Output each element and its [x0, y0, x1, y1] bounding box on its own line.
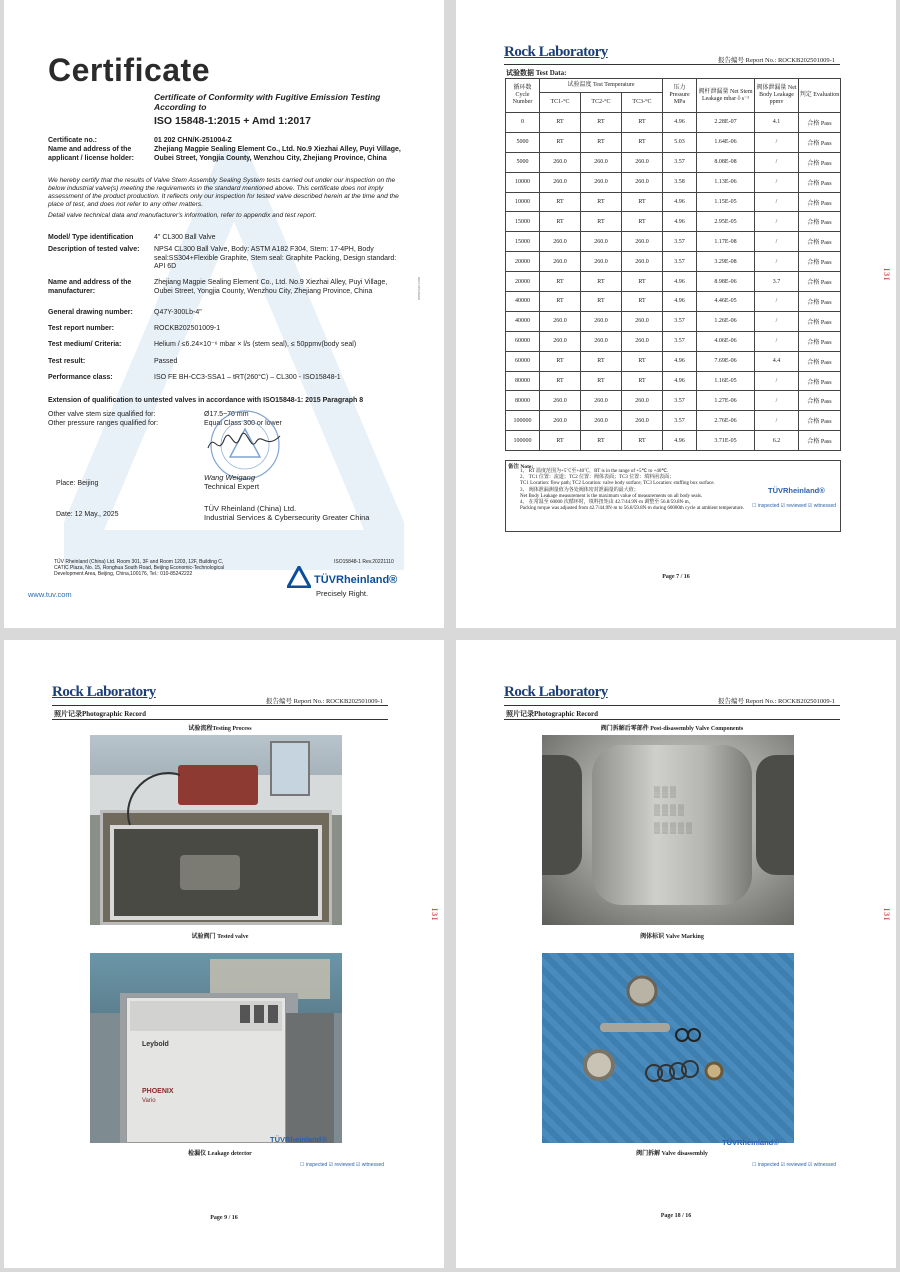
- table-cell: 8.98E-06: [697, 272, 755, 292]
- table-cell: 合格 Pass: [799, 391, 841, 411]
- table-cell: 2.28E-07: [697, 113, 755, 133]
- signer-name: Wang Weigang: [204, 473, 256, 482]
- table-cell: 260.0: [540, 311, 581, 331]
- table-cell: 260.0: [540, 331, 581, 351]
- table-cell: /: [755, 232, 799, 252]
- report-page-9: [4, 640, 444, 1268]
- test-data-body: [506, 113, 841, 451]
- leakage-detector-caption: 检漏仪 Leakage detector: [188, 1151, 252, 1157]
- table-cell: 260.0: [540, 232, 581, 252]
- table-cell: 7.69E-06: [697, 351, 755, 371]
- rock-laboratory-logo: Rock Laboratory: [504, 44, 608, 60]
- page-number: Page 18 / 16: [660, 1213, 692, 1219]
- section-rule: [52, 719, 388, 720]
- tuv-stamp-brand: TÜVRheinland®: [270, 1135, 327, 1144]
- col-cycle: 循环数 Cycle Number: [506, 79, 540, 113]
- table-cell: 1.27E-06: [697, 391, 755, 411]
- field-result: Test result: Passed: [48, 358, 178, 365]
- leakage-detector-photo: [90, 953, 342, 1143]
- table-cell: 260.0: [580, 172, 621, 192]
- table-cell: /: [755, 132, 799, 152]
- ext-pressure: Other pressure ranges qualified for: Equal Class 300 or lower: [48, 420, 282, 427]
- table-cell: /: [755, 192, 799, 212]
- table-cell: 2.76E-06: [697, 411, 755, 431]
- table-row: [506, 351, 841, 371]
- note-line: 4、 在常温至 60000 次循环时，填料扭矩由 42.7/44.9N·m 调整至 56.8/59.8N·m。: [520, 500, 694, 506]
- table-cell: 60000: [506, 351, 540, 371]
- website-link[interactable]: www.tuv.com: [28, 590, 72, 599]
- table-cell: RT: [621, 272, 662, 292]
- certificate-title: Certificate: [48, 52, 210, 88]
- table-cell: RT: [580, 192, 621, 212]
- table-cell: RT: [621, 132, 662, 152]
- table-cell: 260.0: [621, 232, 662, 252]
- table-cell: 合格 Pass: [799, 272, 841, 292]
- table-row: [506, 252, 841, 272]
- table-cell: RT: [540, 431, 581, 451]
- table-cell: 1.15E-05: [697, 192, 755, 212]
- table-cell: 3.57: [663, 252, 697, 272]
- col-eval: 判定 Evaluation: [799, 79, 841, 113]
- table-cell: 合格 Pass: [799, 252, 841, 272]
- table-cell: /: [755, 252, 799, 272]
- table-cell: 260.0: [540, 172, 581, 192]
- col-body: 阀体泄漏量 Net Body Leakage ppmv: [755, 79, 799, 113]
- table-cell: 100000: [506, 411, 540, 431]
- table-cell: 6.2: [755, 431, 799, 451]
- signer-title: Technical Expert: [204, 482, 260, 491]
- table-cell: 260.0: [540, 391, 581, 411]
- applicant-row: Name and address of the applicant / license holder: Zhejiang Magpie Sealing Element Co., Ltd. No.9 Xiezhai Alley, Puyi Village, Oubei Street, Yongjia County, Wenzhou City, Zhejiang Province, China: [48, 146, 401, 162]
- table-row: [506, 391, 841, 411]
- table-cell: 260.0: [580, 252, 621, 272]
- table-cell: 260.0: [621, 311, 662, 331]
- cable-icon: [90, 735, 342, 925]
- table-cell: 20000: [506, 252, 540, 272]
- table-row: [506, 113, 841, 133]
- table-cell: 100000: [506, 431, 540, 451]
- valve-disassembly-caption: 阀门拆解 Valve disassembly: [636, 1151, 708, 1157]
- table-cell: /: [755, 411, 799, 431]
- table-cell: RT: [621, 113, 662, 133]
- note-line: Packing torque was adjusted from 42.7/44.9N·m to 56.8/59.8N·m during 60000th cycle at ambient temperature.: [520, 506, 745, 512]
- table-row: [506, 331, 841, 351]
- table-cell: 260.0: [621, 152, 662, 172]
- table-cell: 3.57: [663, 411, 697, 431]
- col-tc1: TC1-°C: [540, 93, 581, 113]
- tuv-brand: TÜVRheinland®: [314, 574, 398, 586]
- table-cell: RT: [621, 351, 662, 371]
- table-cell: RT: [540, 351, 581, 371]
- tested-valve-photo: [90, 735, 342, 925]
- table-cell: 260.0: [621, 391, 662, 411]
- table-cell: 合格 Pass: [799, 172, 841, 192]
- table-cell: 合格 Pass: [799, 351, 841, 371]
- table-cell: RT: [540, 212, 581, 232]
- table-cell: /: [755, 391, 799, 411]
- table-cell: 合格 Pass: [799, 113, 841, 133]
- issuer: TÜV Rheinland (China) Ltd.: [204, 504, 297, 513]
- table-row: [506, 152, 841, 172]
- table-cell: 合格 Pass: [799, 292, 841, 312]
- table-cell: 合格 Pass: [799, 311, 841, 331]
- table-cell: 260.0: [540, 252, 581, 272]
- table-cell: 40000: [506, 311, 540, 331]
- test-data-table: [505, 78, 841, 451]
- table-cell: 260.0: [580, 152, 621, 172]
- table-cell: 4.96: [663, 272, 697, 292]
- table-cell: 4.46E-05: [697, 292, 755, 312]
- table-cell: RT: [580, 113, 621, 133]
- table-cell: RT: [540, 371, 581, 391]
- table-row: [506, 192, 841, 212]
- notes-title: 备注 Note:: [508, 464, 534, 470]
- table-cell: 260.0: [580, 311, 621, 331]
- field-report: Test report number: ROCKB202501009-1: [48, 325, 221, 332]
- table-row: [506, 172, 841, 192]
- table-cell: 3.57: [663, 311, 697, 331]
- table-cell: RT: [621, 212, 662, 232]
- table-row: [506, 431, 841, 451]
- tested-valve-caption: 试验阀门 Tested valve: [191, 934, 249, 940]
- table-cell: 260.0: [580, 391, 621, 411]
- certificate-page: [4, 0, 444, 628]
- testing-process-title: 试验流程Testing Process: [188, 726, 252, 732]
- col-tc3: TC3-°C: [621, 93, 662, 113]
- table-cell: 3.7: [755, 272, 799, 292]
- table-row: [506, 212, 841, 232]
- table-cell: 5000: [506, 152, 540, 172]
- side-legal-text: www.tuv.com: [416, 276, 421, 300]
- table-cell: RT: [580, 272, 621, 292]
- table-cell: 1.17E-08: [697, 232, 755, 252]
- note-line: 1、 RT 温度范围为+5℃至+40℃，RT is in the range of +5℃ to +40℃.: [520, 469, 669, 474]
- table-cell: /: [755, 292, 799, 312]
- table-row: [506, 292, 841, 312]
- table-cell: RT: [580, 371, 621, 391]
- table-cell: 10000: [506, 172, 540, 192]
- table-cell: 1.13E-06: [697, 172, 755, 192]
- table-cell: 3.29E-08: [697, 252, 755, 272]
- table-cell: RT: [540, 192, 581, 212]
- table-cell: 3.58: [663, 172, 697, 192]
- extension-title: Extension of qualification to untested valves in accordance with ISO15848-1: 2015 Paragraph 8: [48, 397, 364, 404]
- field-description: Description of tested valve: NPS4 CL300 Ball Valve, Body: ASTM A182 F304, Stem: 17-4PH, Body seal:SS304+Flexible Graphite, Stem seal: Graphite Packing, Design standard: API 6D: [48, 246, 397, 271]
- table-cell: 4.96: [663, 292, 697, 312]
- table-cell: 合格 Pass: [799, 411, 841, 431]
- table-cell: 4.4: [755, 351, 799, 371]
- table-cell: 3.57: [663, 331, 697, 351]
- table-cell: 15000: [506, 232, 540, 252]
- table-cell: 20000: [506, 272, 540, 292]
- col-temp: 试验温度 Test Temperature: [540, 79, 663, 93]
- page-number: Page 9 / 16: [210, 1215, 238, 1221]
- table-cell: RT: [580, 212, 621, 232]
- table-cell: RT: [540, 272, 581, 292]
- table-cell: 4.96: [663, 192, 697, 212]
- table-cell: 1.64E-06: [697, 132, 755, 152]
- report-number: 报告编号 Report No.: ROCKB202501009-1: [718, 57, 835, 64]
- table-cell: 40000: [506, 292, 540, 312]
- side-stamp: I3I: [430, 908, 439, 922]
- section-rule: [504, 719, 840, 720]
- table-cell: 合格 Pass: [799, 431, 841, 451]
- valve-disassembly-photo: [542, 953, 794, 1143]
- col-tc2: TC2-°C: [580, 93, 621, 113]
- valve-marking-caption: 阀体标识 Valve Marking: [640, 934, 704, 940]
- table-cell: 1.26E-06: [697, 311, 755, 331]
- certificate-standard: ISO 15848-1:2015 + Amd 1:2017: [154, 115, 311, 127]
- detector-model: PHOENIX: [142, 1088, 174, 1095]
- report-page-18: [456, 640, 896, 1268]
- table-cell: RT: [621, 192, 662, 212]
- table-cell: 10000: [506, 192, 540, 212]
- table-cell: 3.71E-05: [697, 431, 755, 451]
- photo-record-title: 照片记录Photographic Record: [506, 710, 598, 718]
- table-row: [506, 371, 841, 391]
- table-cell: 80000: [506, 371, 540, 391]
- signature-icon: [204, 428, 284, 460]
- table-cell: 60000: [506, 331, 540, 351]
- table-row: [506, 411, 841, 431]
- table-cell: 4.96: [663, 431, 697, 451]
- table-cell: /: [755, 371, 799, 391]
- post-disassembly-title: 阀门拆解后零部件 Post-disassembly Valve Components: [600, 726, 744, 732]
- note-line: 3、 阀体泄漏测量值为各处阀体密封泄漏量的最大值；: [520, 487, 639, 493]
- table-cell: 260.0: [580, 331, 621, 351]
- tuv-stamp-checks: ☐ inspected ☑ reviewed ☑ witnessed: [752, 1162, 837, 1168]
- table-cell: 合格 Pass: [799, 371, 841, 391]
- table-cell: 2.95E-05: [697, 212, 755, 232]
- table-cell: RT: [540, 113, 581, 133]
- table-cell: 3.57: [663, 152, 697, 172]
- table-cell: RT: [621, 431, 662, 451]
- table-cell: 3.57: [663, 391, 697, 411]
- table-cell: 合格 Pass: [799, 331, 841, 351]
- table-cell: 15000: [506, 212, 540, 232]
- header-rule: [504, 705, 840, 706]
- notes-box: [505, 460, 841, 532]
- table-cell: /: [755, 311, 799, 331]
- table-cell: 4.96: [663, 212, 697, 232]
- photo-record-title: 照片记录Photographic Record: [54, 710, 146, 718]
- table-cell: RT: [580, 132, 621, 152]
- place: Place: Beijing: [56, 480, 99, 487]
- table-cell: /: [755, 152, 799, 172]
- detector-sub: Vario: [142, 1098, 156, 1104]
- table-cell: /: [755, 172, 799, 192]
- table-cell: 260.0: [580, 411, 621, 431]
- field-drawing: General drawing number: Q47Y-300Lb-4": [48, 309, 202, 316]
- header-rule: [504, 64, 840, 65]
- rock-laboratory-logo: Rock Laboratory: [504, 684, 608, 700]
- table-cell: 1.16E-05: [697, 371, 755, 391]
- table-row: [506, 132, 841, 152]
- table-cell: 260.0: [621, 411, 662, 431]
- table-cell: 5.03: [663, 132, 697, 152]
- table-cell: 80000: [506, 391, 540, 411]
- table-cell: 4.96: [663, 371, 697, 391]
- detector-brand: Leybold: [142, 1041, 169, 1048]
- table-row: [506, 272, 841, 292]
- table-cell: 260.0: [621, 172, 662, 192]
- table-cell: 260.0: [540, 411, 581, 431]
- field-class: Performance class: ISO FE BH-CC3-SSA1 – tRT(260°C) – CL300 - ISO15848-1: [48, 374, 341, 381]
- tuv-stamp-brand: TÜVRheinland®: [768, 486, 825, 495]
- tuv-logo-icon: [287, 566, 311, 588]
- table-cell: 4.06E-06: [697, 331, 755, 351]
- table-row: [506, 311, 841, 331]
- note-line: 2、 TC1 位置：流道；TC2 位置：阀体表面；TC3 位置：填料函表面；: [520, 475, 675, 481]
- table-cell: RT: [540, 292, 581, 312]
- col-stem: 阀杆泄漏量 Net Stem Leakage mbar·l·s⁻¹: [697, 79, 755, 113]
- rock-laboratory-logo: Rock Laboratory: [52, 684, 156, 700]
- table-cell: 260.0: [540, 152, 581, 172]
- tuv-stamp-brand: TÜVRheinland®: [722, 1138, 779, 1147]
- header-rule: [52, 705, 388, 706]
- col-pressure: 压力 Pressure MPa: [663, 79, 697, 113]
- engraving-icon: ▒▒▒ ▒▒▒▒ ▒▒▒▒▒: [654, 788, 695, 835]
- ext-stem-size: Other valve stem size qualified for: Ø17.5~70 mm: [48, 411, 249, 418]
- table-cell: 5000: [506, 132, 540, 152]
- form-number: ISO15848-1 Rev.20221110: [334, 559, 394, 565]
- report-number: 报告编号 Report No.: ROCKB202501009-1: [266, 698, 383, 705]
- note-line: Net Body Leakage measurement is the maximum value of measurements on all body seals.: [520, 493, 703, 499]
- note-line: TC1 Location: flow path; TC2 Location: valve body surface; TC3 Location: stuffing box surface.: [520, 481, 715, 487]
- table-cell: /: [755, 212, 799, 232]
- table-cell: RT: [621, 292, 662, 312]
- table-cell: 260.0: [621, 252, 662, 272]
- table-cell: 260.0: [580, 232, 621, 252]
- valve-marking-photo: [542, 735, 794, 925]
- table-cell: RT: [621, 371, 662, 391]
- valve-parts-icon: [542, 953, 794, 1143]
- side-stamp: I3I: [882, 268, 891, 282]
- table-cell: 4.1: [755, 113, 799, 133]
- table-cell: 0: [506, 113, 540, 133]
- report-number: 报告编号 Report No.: ROCKB202501009-1: [718, 698, 835, 705]
- tuv-slogan: Precisely Right.: [316, 589, 369, 598]
- table-cell: 合格 Pass: [799, 232, 841, 252]
- date: Date: 12 May., 2025: [56, 511, 119, 518]
- report-page-7: [456, 0, 896, 628]
- table-cell: RT: [580, 431, 621, 451]
- table-row: [506, 232, 841, 252]
- certificate-statement: We hereby certify that the results of Valve Stem Assembly Sealing System tests carried out under our inspection on the below industrial valve(s) meeting the requirements in the standard mentioned above. This certificate does not imply assessment of the product production. It reflects only our inspection for tested valve described herein at the time and the place of test, and does not refer to any other matters.: [48, 177, 399, 208]
- certificate-no-row: Certificate no.: 01 202 CHN/K-251004-Z: [48, 137, 232, 144]
- table-cell: 3.57: [663, 232, 697, 252]
- table-cell: 合格 Pass: [799, 132, 841, 152]
- table-cell: 合格 Pass: [799, 192, 841, 212]
- table-cell: RT: [580, 351, 621, 371]
- issuer-dept: Industrial Services & Cybersecurity Greater China: [204, 513, 370, 522]
- field-medium: Test medium/ Criteria: Helium / ≤6.24×10⁻⁶ mbar × l/s (stem seal), ≤ 50ppmv(body seal): [48, 341, 357, 348]
- tuv-stamp-checks: ☐ inspected ☑ reviewed ☑ witnessed: [300, 1162, 385, 1168]
- footer-address: TÜV Rheinland (China) Ltd. Room 301, 3F and Room 1203, 12F, Building C, CATIC Plaza, No. 15, Ronghua South Road, Beijing Economic-Technological Development Area, Beijing, China,100176, Tel.: 010-85242222: [54, 559, 224, 577]
- certificate-detail-note: Detail valve technical data and manufacturer's information, refer to appendix and test report.: [48, 212, 317, 219]
- table-cell: 合格 Pass: [799, 212, 841, 232]
- page-number: Page 7 / 16: [662, 574, 690, 580]
- table-cell: 4.96: [663, 113, 697, 133]
- table-cell: 4.96: [663, 351, 697, 371]
- test-data-title: 试验数据 Test Data:: [506, 69, 567, 77]
- table-cell: 合格 Pass: [799, 152, 841, 172]
- field-model: Model/ Type identification 4" CL300 Ball Valve: [48, 234, 216, 241]
- table-cell: /: [755, 331, 799, 351]
- field-manufacturer: Name and address of the manufacturer: Zhejiang Magpie Sealing Element Co., Ltd. No.9 Xiezhai Alley, Puyi Village, Oubei Street, Yongjia County, Wenzhou City, Zhejiang Province, China: [48, 279, 388, 295]
- table-cell: 260.0: [621, 331, 662, 351]
- table-cell: RT: [540, 132, 581, 152]
- certificate-subtitle: Certificate of Conformity with Fugitive Emission Testing According to: [154, 92, 381, 112]
- tuv-stamp-checks: ☐ inspected ☑ reviewed ☑ witnessed: [752, 503, 837, 509]
- table-cell: 8.08E-08: [697, 152, 755, 172]
- table-cell: RT: [580, 292, 621, 312]
- side-stamp: I3I: [882, 908, 891, 922]
